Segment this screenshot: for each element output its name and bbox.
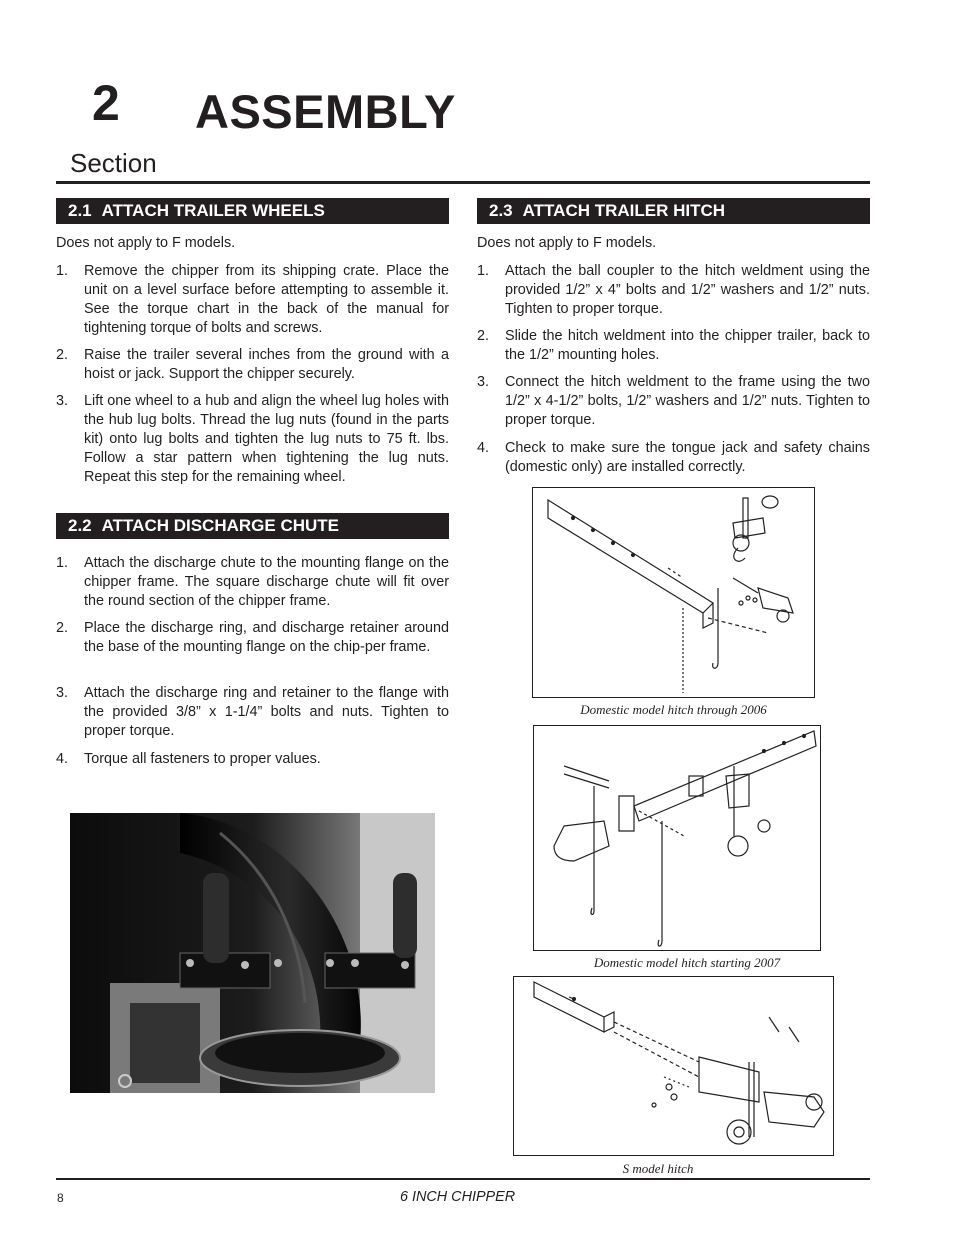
list-text: Raise the trailer several inches from the ground with a hoist or jack. Support the chipper securely. (84, 347, 449, 382)
list-number: 2. (477, 328, 490, 344)
list-number: 2. (56, 347, 69, 363)
list-text: Attach the ball coupler to the hitch weldment using the provided 1/2” x 4” bolts and 1/2” washers and 1/2” nuts. Tighten to proper torque. (505, 263, 870, 317)
figure-caption-3: S model hitch (622, 1161, 694, 1176)
section-2-1-heading (56, 198, 449, 224)
section-number: 2.1 (68, 201, 92, 220)
footer-title: 6 INCH CHIPPER (400, 1189, 516, 1205)
hitch-diagram-2007 (533, 725, 821, 951)
list-number: 1. (477, 263, 490, 279)
list-number: 3. (56, 685, 69, 701)
list-item (477, 439, 870, 477)
list-item (56, 554, 449, 611)
chapter-number: 2 (92, 75, 120, 131)
list-text: Check to make sure the tongue jack and safety chains (domestic only) are installed correctly. (505, 440, 870, 475)
list-text: Slide the hitch weldment into the chipper trailer, back to the 1/2” mounting holes. (505, 328, 870, 363)
list-item (56, 750, 449, 769)
section-2-1-intro: Does not apply to F models. (56, 235, 236, 251)
footer-rule (56, 1178, 870, 1180)
chapter-title: ASSEMBLY (195, 85, 456, 138)
figure-caption-2: Domestic model hitch starting 2007 (593, 955, 781, 970)
page-number: 8 (57, 1191, 64, 1205)
section-number: 2.3 (489, 201, 513, 220)
section-title: ATTACH DISCHARGE CHUTE (101, 516, 340, 535)
list-number: 1. (56, 555, 69, 571)
list-number: 4. (56, 751, 69, 767)
list-item (477, 327, 870, 365)
hitch-diagram-s-model (513, 976, 834, 1156)
section-2-3-intro: Does not apply to F models. (477, 235, 657, 251)
list-item (477, 373, 870, 430)
list-item (56, 619, 449, 676)
list-item (56, 392, 449, 487)
section-title: ATTACH TRAILER HITCH (522, 201, 726, 220)
list-number: 1. (56, 263, 69, 279)
list-text: Place the discharge ring, and discharge retainer around the base of the mounting flange on the chip-per frame. (84, 620, 449, 655)
list-number: 3. (477, 374, 490, 390)
list-item (477, 262, 870, 319)
list-text: Remove the chipper from its shipping crate. Place the unit on a level surface before attempting to assemble it. See the torque chart in the back of the manual for tightening torque of bolts and screws. (84, 263, 449, 336)
list-number: 4. (477, 440, 490, 456)
list-item (56, 346, 449, 384)
list-text: Attach the discharge chute to the mounting flange on the chipper frame. The square discharge chute will fit over the round section of the chipper frame. (84, 555, 449, 609)
discharge-chute-photo (70, 813, 435, 1093)
section-2-3-heading (477, 198, 870, 224)
header-rule (56, 181, 870, 184)
list-text: Lift one wheel to a hub and align the wheel lug holes with the hub lug bolts. Thread the lug nuts (found in the parts kit) onto lug bolts and tighten the lug nuts to 75 ft. lbs. Follow a star pattern when tightening the lug nuts. Repeat this step for the remaining wheel. (84, 393, 449, 485)
list-number: 3. (56, 393, 69, 409)
list-text: Attach the discharge ring and retainer to the flange with the provided 3/8” x 1-1/4” bolts and nuts. Tighten to proper torque. (84, 685, 449, 739)
list-number: 2. (56, 620, 69, 636)
hitch-diagram-2006 (532, 487, 815, 698)
list-text: Connect the hitch weldment to the frame using the two 1/2” x 4-1/2” bolts, 1/2” washers and 1/2” nuts. Tighten to proper torque. (505, 374, 870, 428)
section-label: Section (70, 148, 157, 178)
section-number: 2.2 (68, 516, 92, 535)
section-2-2-heading (56, 513, 449, 539)
list-item (56, 262, 449, 338)
figure-caption-1: Domestic model hitch through 2006 (580, 702, 767, 717)
section-title: ATTACH TRAILER WHEELS (101, 201, 325, 220)
list-item (56, 684, 449, 741)
list-text: Torque all fasteners to proper values. (84, 751, 321, 767)
